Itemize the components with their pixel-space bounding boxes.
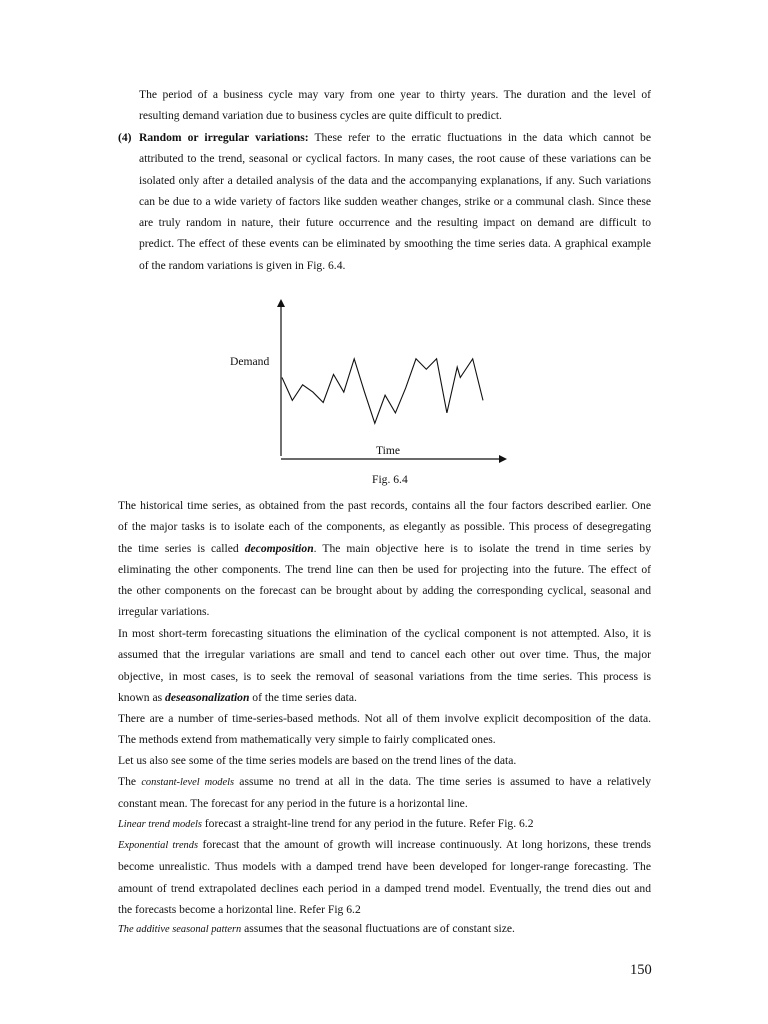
paragraph-random-variations [139, 127, 651, 276]
text-line: In most short-term forecasting situations the elimination of the cyclical component is not attempted. Also, it is [118, 627, 651, 640]
text-line: assumed that the irregular variations are small and tend to cancel each other out over time. Thus, the major [118, 648, 651, 662]
text-line: become unrealistic. Thus models with a damped trend have been developed for longer-range forecasting. The [118, 860, 651, 874]
text-line: of the major tasks is to isolate each of the components, as elegantly as possible. This process of desegregating [118, 520, 651, 534]
paragraph-deseasonalization [118, 623, 651, 708]
text-run: . The main objective here is to isolate the trend in time series by [313, 541, 651, 555]
paragraph-additive-seasonal [118, 918, 651, 940]
text-line: resulting demand variation due to business cycles are quite difficult to predict. [139, 109, 502, 123]
text-line: There are a number of time-series-based methods. Not all of them involve explicit decomposition of the data. [118, 712, 651, 725]
figure-caption: Fig. 6.4 [372, 473, 408, 486]
paragraph-trend-models-intro [118, 750, 651, 771]
y-axis-label: Demand [230, 355, 270, 368]
demand-series-line [282, 359, 483, 424]
text-line: irregular variations. [118, 605, 210, 619]
text-line: can be due to a wide variety of factors like sudden weather changes, strike or a communal clash. Since these [139, 194, 651, 208]
term-exponential-trends: Exponential trends [118, 840, 198, 851]
text-line: the forecasts become a horizontal line. Refer Fig 6.2 [118, 902, 361, 916]
paragraph-linear-trend [118, 813, 651, 835]
text-run: assume no trend at all in the data. The time series is assumed to have a relatively [234, 775, 651, 788]
text-line: constant mean. The forecast for any period in the future is a horizontal line. [118, 797, 468, 811]
text-line: The historical time series, as obtained from the past records, contains all the four factors described earlier. One [118, 499, 651, 512]
text-run: These refer to the erratic fluctuations in the data which cannot be [308, 131, 651, 144]
page-number: 150 [630, 962, 652, 978]
text-line: amount of trend extrapolated declines each period in a damped trend model. Eventually, the trend dies out and [118, 881, 651, 895]
text-line: Let us also see some of the time series models are based on the trend lines of the data. [118, 754, 517, 767]
term-constant-level-models: constant-level models [141, 777, 235, 788]
term-additive-seasonal-pattern: The additive seasonal pattern [118, 924, 242, 935]
text-run: known as [118, 690, 166, 704]
text-run: forecast a straight-line trend for any period in the future. Refer Fig. 6.2 [201, 817, 534, 830]
text-run: of the time series data. [249, 690, 357, 704]
paragraph-decomposition [118, 495, 651, 623]
figure-graph [225, 296, 515, 468]
text-run: The [118, 775, 142, 788]
paragraph-exponential-trends [118, 834, 651, 920]
text-line: the other components on the forecast can be brought about by adding the corresponding cyclical, seasonal and [118, 584, 651, 598]
figure-random-variations [225, 296, 515, 468]
text-run: the time series is called [118, 541, 245, 555]
list-heading: Random or irregular variations: [139, 131, 309, 144]
text-line [118, 813, 651, 835]
text-line: of the random variations is given in Fig. 6.4. [139, 258, 346, 272]
paragraph-business-cycle [139, 84, 651, 127]
text-line: predict. The effect of these events can be eliminated by smoothing the time series data. A graphical example [139, 237, 651, 251]
text-run: assumes that the seasonal fluctuations are of constant size. [241, 922, 515, 935]
term-deseasonalization: deseasonalization [165, 690, 250, 704]
term-linear-trend-models: Linear trend models [118, 819, 202, 830]
x-axis-label: Time [376, 444, 401, 457]
paragraph-methods [118, 708, 651, 751]
text-line: The period of a business cycle may vary from one year to thirty years. The duration and the level of [139, 88, 651, 101]
text-line: attributed to the trend, seasonal or cyclical factors. In many cases, the root cause of these variations can be [139, 152, 651, 166]
text-line [118, 687, 651, 708]
list-number: (4) [118, 131, 132, 144]
text-line [139, 127, 651, 148]
text-line: eliminating the other components. The trend line can then be used for projecting into the future. The effect of [118, 562, 651, 576]
text-line: objective, in most cases, is to seek the removal of seasonal variations from the time series. This process is [118, 669, 651, 683]
text-line [118, 538, 651, 559]
text-line: are truly random in nature, their future occurrence and the resulting impact on demand are difficult to [139, 216, 651, 230]
text-line: The methods extend from mathematically very simple to fairly complicated ones. [118, 733, 496, 747]
text-line [118, 771, 651, 793]
text-line: isolated only after a detailed analysis of the data and the accompanying explanations, if any. Such variations [139, 173, 651, 187]
text-run: forecast that the amount of growth will increase continuously. At long horizons, these trends [198, 838, 651, 851]
term-decomposition: decomposition [244, 541, 314, 555]
paragraph-constant-level [118, 771, 651, 815]
text-line [118, 918, 651, 940]
text-line [118, 834, 651, 856]
